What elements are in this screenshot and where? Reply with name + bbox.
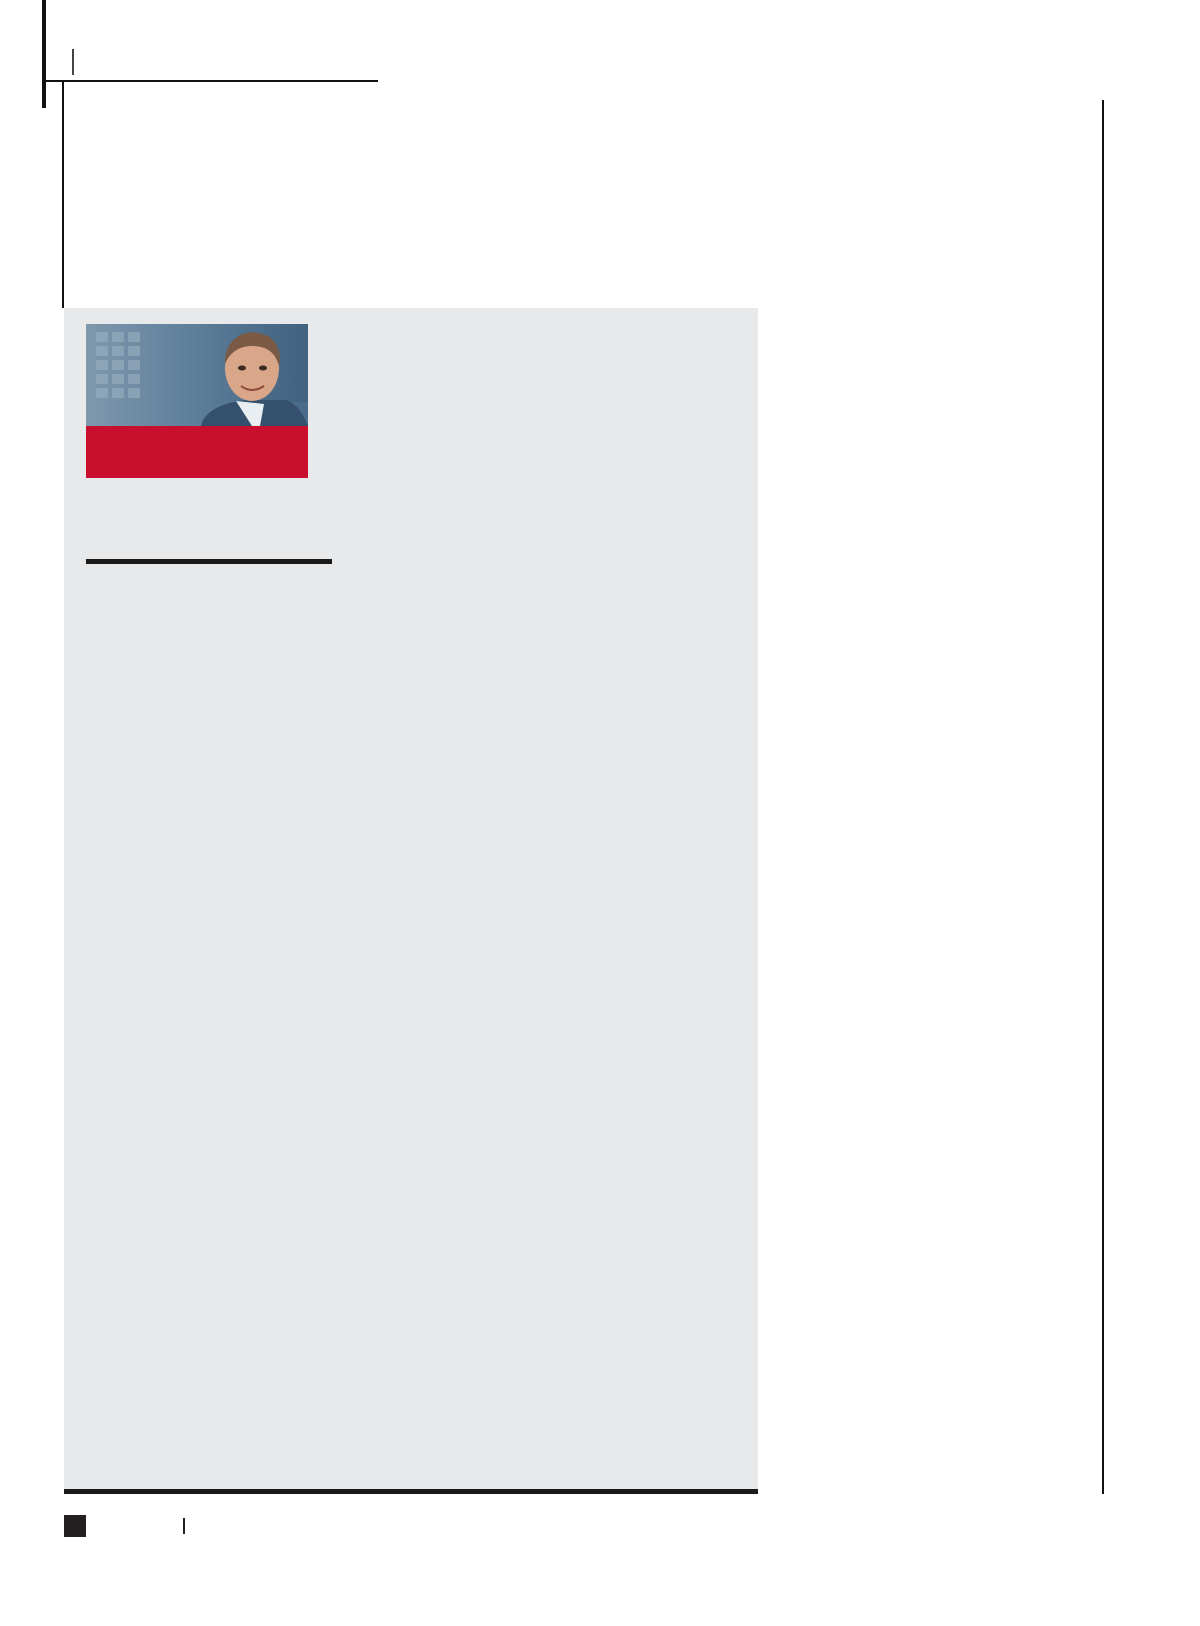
article-frame-right: [1102, 100, 1104, 1494]
innovation-insights-block: [64, 308, 758, 1489]
portrait-illustration: [86, 324, 308, 426]
footer-divider: [183, 1518, 185, 1534]
article-frame-left: [62, 80, 64, 308]
tagline-rule: [86, 559, 332, 564]
header-divider: [72, 49, 74, 75]
sidebar-bottom-rule: [64, 1489, 758, 1494]
columnist-portrait: [86, 324, 308, 426]
innovation-insights-banner: [86, 426, 308, 478]
header-underline: [42, 80, 378, 82]
header-left-bar: [42, 0, 46, 108]
page-number: [64, 1515, 86, 1537]
section-header: [64, 47, 82, 77]
